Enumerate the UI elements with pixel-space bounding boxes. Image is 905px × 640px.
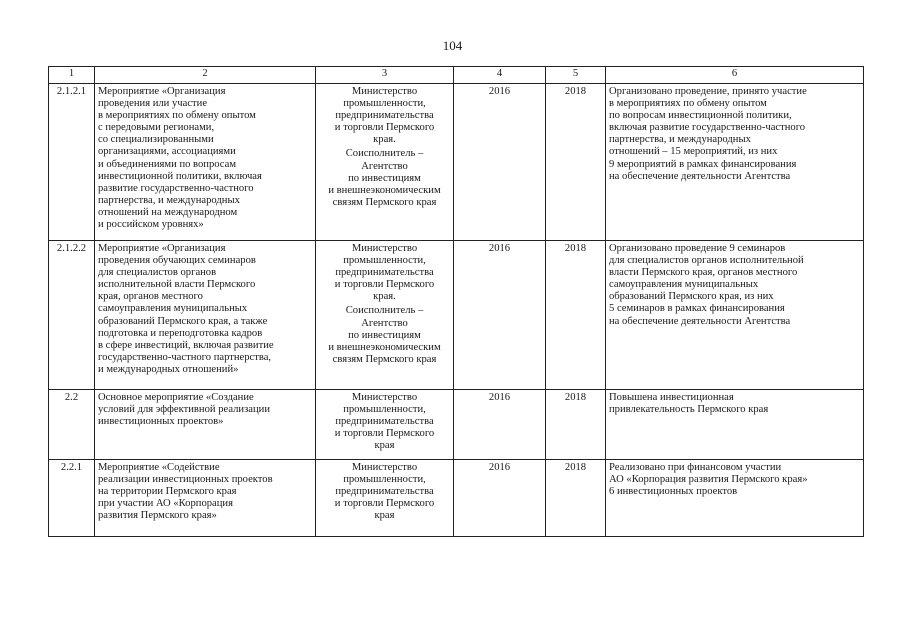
- page-number: 104: [442, 38, 463, 53]
- executor: Министерство промышленности, предпринимательства и торговли Пермского края.: [334, 243, 435, 303]
- table-row: [49, 460, 864, 537]
- start-year: 2016: [454, 241, 546, 390]
- result-text: Организовано проведение, принято участие в мероприятиях по обмену опытом по вопросам инвестиционной политики, включая развитие государственно-частного партнерства, и международных отношений – 15 мероприятий, из них 9 мероприятий в рамках финансирования на обеспечение деятельности Агентства: [606, 84, 864, 241]
- result-text: Реализовано при финансовом участии АО «Корпорация развития Пермского края» 6 инвестиционных проектов: [606, 460, 864, 537]
- column-header: 5: [546, 67, 606, 84]
- executor-cell: [316, 241, 454, 390]
- event-name: Основное мероприятие «Создание условий для эффективной реализации инвестиционных проектов»: [95, 390, 316, 460]
- end-year: 2018: [546, 241, 606, 390]
- start-year: 2016: [454, 460, 546, 537]
- executor: Министерство промышленности, предпринимательства и торговли Пермского края: [316, 390, 454, 460]
- executor: Министерство промышленности, предпринимательства и торговли Пермского края: [316, 460, 454, 537]
- start-year: 2016: [454, 84, 546, 241]
- result-text: Организовано проведение 9 семинаров для специалистов органов исполнительной власти Пермского края, органов местного самоуправления муниципальных образований Пермского края, из них 5 семинаров в рамках финансирования на обеспечение деятельности Агентства: [606, 241, 864, 390]
- column-header: 4: [454, 67, 546, 84]
- coexecutor: Соисполнитель – Агентство по инвестициям и внешнеэкономическим связям Пермского края: [328, 148, 441, 208]
- row-number: 2.1.2.2: [49, 241, 95, 390]
- column-header: 6: [606, 67, 864, 84]
- table-row: [49, 84, 864, 241]
- result-text: Повышена инвестиционная привлекательность Пермского края: [606, 390, 864, 460]
- row-number: 2.2.1: [49, 460, 95, 537]
- end-year: 2018: [546, 84, 606, 241]
- header-row: [49, 67, 864, 84]
- event-name: Мероприятие «Содействие реализации инвестиционных проектов на территории Пермского края при участии АО «Корпорация развития Пермского края»: [95, 460, 316, 537]
- executor: Министерство промышленности, предпринимательства и торговли Пермского края.: [334, 86, 435, 146]
- measures-table: [48, 66, 864, 537]
- executor-cell: [316, 84, 454, 241]
- event-name: Мероприятие «Организация проведения обучающих семинаров для специалистов органов исполнительной власти Пермского края, органов местного самоуправления муниципальных образований Пермского края, а также подготовка и переподготовка кадров в сфере инвестиций, включая развитие государственно-частного партнерства, и международных отношений»: [95, 241, 316, 390]
- column-header: 2: [95, 67, 316, 84]
- start-year: 2016: [454, 390, 546, 460]
- table-row: [49, 390, 864, 460]
- end-year: 2018: [546, 460, 606, 537]
- end-year: 2018: [546, 390, 606, 460]
- column-header: 1: [49, 67, 95, 84]
- coexecutor: Соисполнитель – Агентство по инвестициям и внешнеэкономическим связям Пермского края: [328, 305, 441, 365]
- row-number: 2.1.2.1: [49, 84, 95, 241]
- column-header: 3: [316, 67, 454, 84]
- table-row: [49, 241, 864, 390]
- event-name: Мероприятие «Организация проведения или участие в мероприятиях по обмену опытом с передовыми регионами, со специализированными организациями, ассоциациями и объединениями по вопросам инвестиционной политики, включая развитие государственно-частного партнерства, и международных отношений на международном и российском уровнях»: [95, 84, 316, 241]
- row-number: 2.2: [49, 390, 95, 460]
